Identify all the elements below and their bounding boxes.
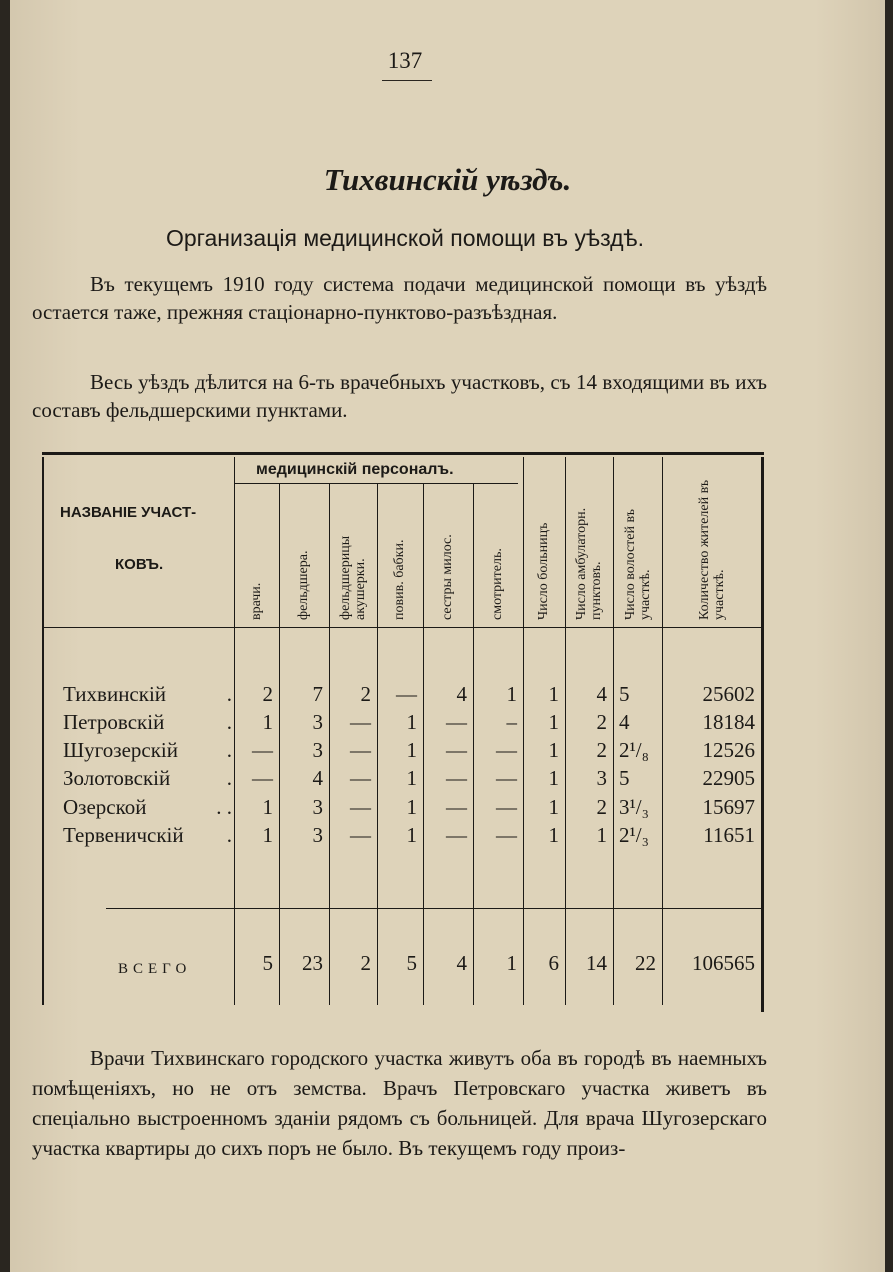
total-cell: 2 bbox=[360, 951, 371, 975]
row-leader-dots: . bbox=[226, 823, 232, 847]
paragraph-2: Весь уѣздъ дѣлится на 6-ть врачебныхъ участковъ, съ 14 входящими въ ихъ составъ фельдшерскими пунктами. bbox=[32, 370, 767, 422]
row-name: Тихвинскій bbox=[63, 682, 167, 706]
table-cell: 25602 bbox=[702, 682, 755, 706]
table-cell: — bbox=[496, 795, 517, 819]
table-cell: 3 bbox=[312, 710, 323, 734]
table-cell: 2 bbox=[360, 682, 371, 706]
table-cell: 1 bbox=[406, 738, 417, 762]
table-cell: 18184 bbox=[702, 710, 755, 734]
table-cell: 1 bbox=[262, 823, 273, 847]
column-header: Количество жителей въ участкѣ. bbox=[696, 479, 727, 620]
total-cell: 106565 bbox=[692, 951, 755, 975]
table-cell: — bbox=[350, 710, 371, 734]
table-cell: — bbox=[496, 823, 517, 847]
table-cell: — bbox=[496, 738, 517, 762]
table-cell: 11651 bbox=[703, 823, 755, 847]
table-cell: 4 bbox=[596, 682, 607, 706]
table-cell: 12526 bbox=[702, 738, 755, 762]
table-top-rule bbox=[42, 452, 764, 455]
table-cell: 3 bbox=[596, 766, 607, 790]
row-name: Озерской bbox=[63, 795, 147, 819]
table-cell: 5 bbox=[619, 682, 630, 706]
paragraph-3: Врачи Тихвинскаго городского участка живутъ оба въ городѣ въ наемныхъ помѣщеніяхъ, но не отъ земства. Врачъ Петровскаго участка живетъ въ спеціально выстроенномъ зданіи рядомъ съ больницей. Для врача Шугозерскаго участка квартиры до сихъ поръ не было. Въ текущемъ году произ- bbox=[32, 1046, 767, 1160]
table-cell: — bbox=[446, 766, 467, 790]
row-leader-dots: . . bbox=[216, 795, 232, 819]
table-cell: 1 bbox=[262, 710, 273, 734]
table-cell: 1 bbox=[406, 795, 417, 819]
table-cell: — bbox=[350, 766, 371, 790]
group-header-medical-staff: медицинскій персоналъ. bbox=[256, 461, 454, 478]
table-cell: 1 bbox=[548, 823, 559, 847]
table-cell: — bbox=[252, 766, 273, 790]
table-cell: 2 bbox=[596, 738, 607, 762]
table-cell: — bbox=[446, 795, 467, 819]
table-right-border bbox=[761, 457, 764, 1012]
table-cell: 1 bbox=[548, 766, 559, 790]
table-cell: 3¹/₃ bbox=[619, 795, 649, 819]
chapter-title: Тихвинскій уѣздъ. bbox=[323, 162, 572, 197]
table-cell: — bbox=[350, 823, 371, 847]
total-cell: 6 bbox=[548, 951, 559, 975]
name-header-line2: КОВЪ. bbox=[115, 556, 164, 573]
row-leader-dots: . bbox=[226, 682, 232, 706]
table-cell: – bbox=[506, 710, 517, 734]
table-cell: — bbox=[496, 766, 517, 790]
table-cell: 22905 bbox=[702, 766, 755, 790]
page-number-underline bbox=[382, 80, 432, 81]
section-heading: Организація медицинской помощи въ уѣздѣ. bbox=[165, 225, 645, 251]
table-cell: 1 bbox=[548, 682, 559, 706]
column-header: Число больницъ bbox=[536, 522, 551, 620]
table-cell: 2 bbox=[596, 710, 607, 734]
header-bottom-rule bbox=[44, 627, 761, 628]
column-header: фельдшера. bbox=[296, 550, 311, 620]
table-cell: — bbox=[252, 738, 273, 762]
table-cell: — bbox=[446, 710, 467, 734]
table-cell: 2¹/₈ bbox=[619, 738, 649, 762]
table-cell: 4 bbox=[456, 682, 467, 706]
table-cell: 1 bbox=[548, 710, 559, 734]
table-cell: 7 bbox=[312, 682, 323, 706]
column-header: смотритель. bbox=[490, 548, 505, 620]
table-cell: 1 bbox=[406, 766, 417, 790]
table-cell: 3 bbox=[312, 795, 323, 819]
table-cell: — bbox=[396, 682, 417, 706]
total-cell: 5 bbox=[262, 951, 273, 975]
table-cell: 2 bbox=[596, 795, 607, 819]
table-cell: — bbox=[350, 738, 371, 762]
table-cell: 1 bbox=[548, 738, 559, 762]
table-cell: 3 bbox=[312, 738, 323, 762]
column-header: повив. бабки. bbox=[392, 539, 407, 620]
row-name: Шугозерскій bbox=[63, 738, 178, 762]
table-cell: 1 bbox=[548, 795, 559, 819]
total-cell: 4 bbox=[456, 951, 467, 975]
total-cell: 14 bbox=[586, 951, 607, 975]
row-leader-dots: . bbox=[226, 738, 232, 762]
row-leader-dots: . bbox=[226, 766, 232, 790]
table-cell: 1 bbox=[406, 710, 417, 734]
total-cell: 5 bbox=[406, 951, 417, 975]
table-cell: 3 bbox=[312, 823, 323, 847]
table-cell: 2 bbox=[262, 682, 273, 706]
book-page bbox=[10, 0, 885, 1272]
row-leader-dots: . bbox=[226, 710, 232, 734]
table-cell: 5 bbox=[619, 766, 630, 790]
name-header-line1: НАЗВАНІЕ УЧАСТ- bbox=[60, 504, 197, 521]
table-cell: — bbox=[446, 823, 467, 847]
column-header: фельдшерицы акушерки. bbox=[338, 535, 368, 620]
row-name: Золотовскій bbox=[63, 766, 171, 790]
paragraph-1: Въ текущемъ 1910 году система подачи медицинской помощи въ уѣздѣ остается таже, прежняя стаціонарно-пунктово-разъѣздная. bbox=[32, 272, 767, 324]
total-cell: 1 bbox=[506, 951, 517, 975]
table-cell: 1 bbox=[406, 823, 417, 847]
table-cell: 1 bbox=[506, 682, 517, 706]
table-cell: — bbox=[350, 795, 371, 819]
table-left-border bbox=[42, 457, 44, 1005]
total-cell: 22 bbox=[635, 951, 656, 975]
table-cell: 2¹/₃ bbox=[619, 823, 649, 847]
row-name: Петровскій bbox=[63, 710, 165, 734]
column-header: врачи. bbox=[248, 582, 264, 620]
total-label: ВСЕГО bbox=[118, 961, 192, 977]
page-number: 137 bbox=[387, 48, 423, 73]
table-cell: — bbox=[446, 738, 467, 762]
table-cell: 4 bbox=[312, 766, 323, 790]
row-name: Тервеничскій bbox=[63, 823, 184, 847]
table-cell: 1 bbox=[596, 823, 607, 847]
table-cell: 4 bbox=[619, 710, 630, 734]
column-header: Число амбулаторн. пунктовъ. bbox=[574, 507, 604, 620]
table-cell: 15697 bbox=[702, 795, 755, 819]
group-header-rule bbox=[234, 483, 518, 484]
column-header: сестры милос. bbox=[440, 534, 455, 620]
column-header: Число волостей въ участкѣ. bbox=[622, 509, 653, 620]
total-cell: 23 bbox=[302, 951, 323, 975]
table-cell: 1 bbox=[262, 795, 273, 819]
